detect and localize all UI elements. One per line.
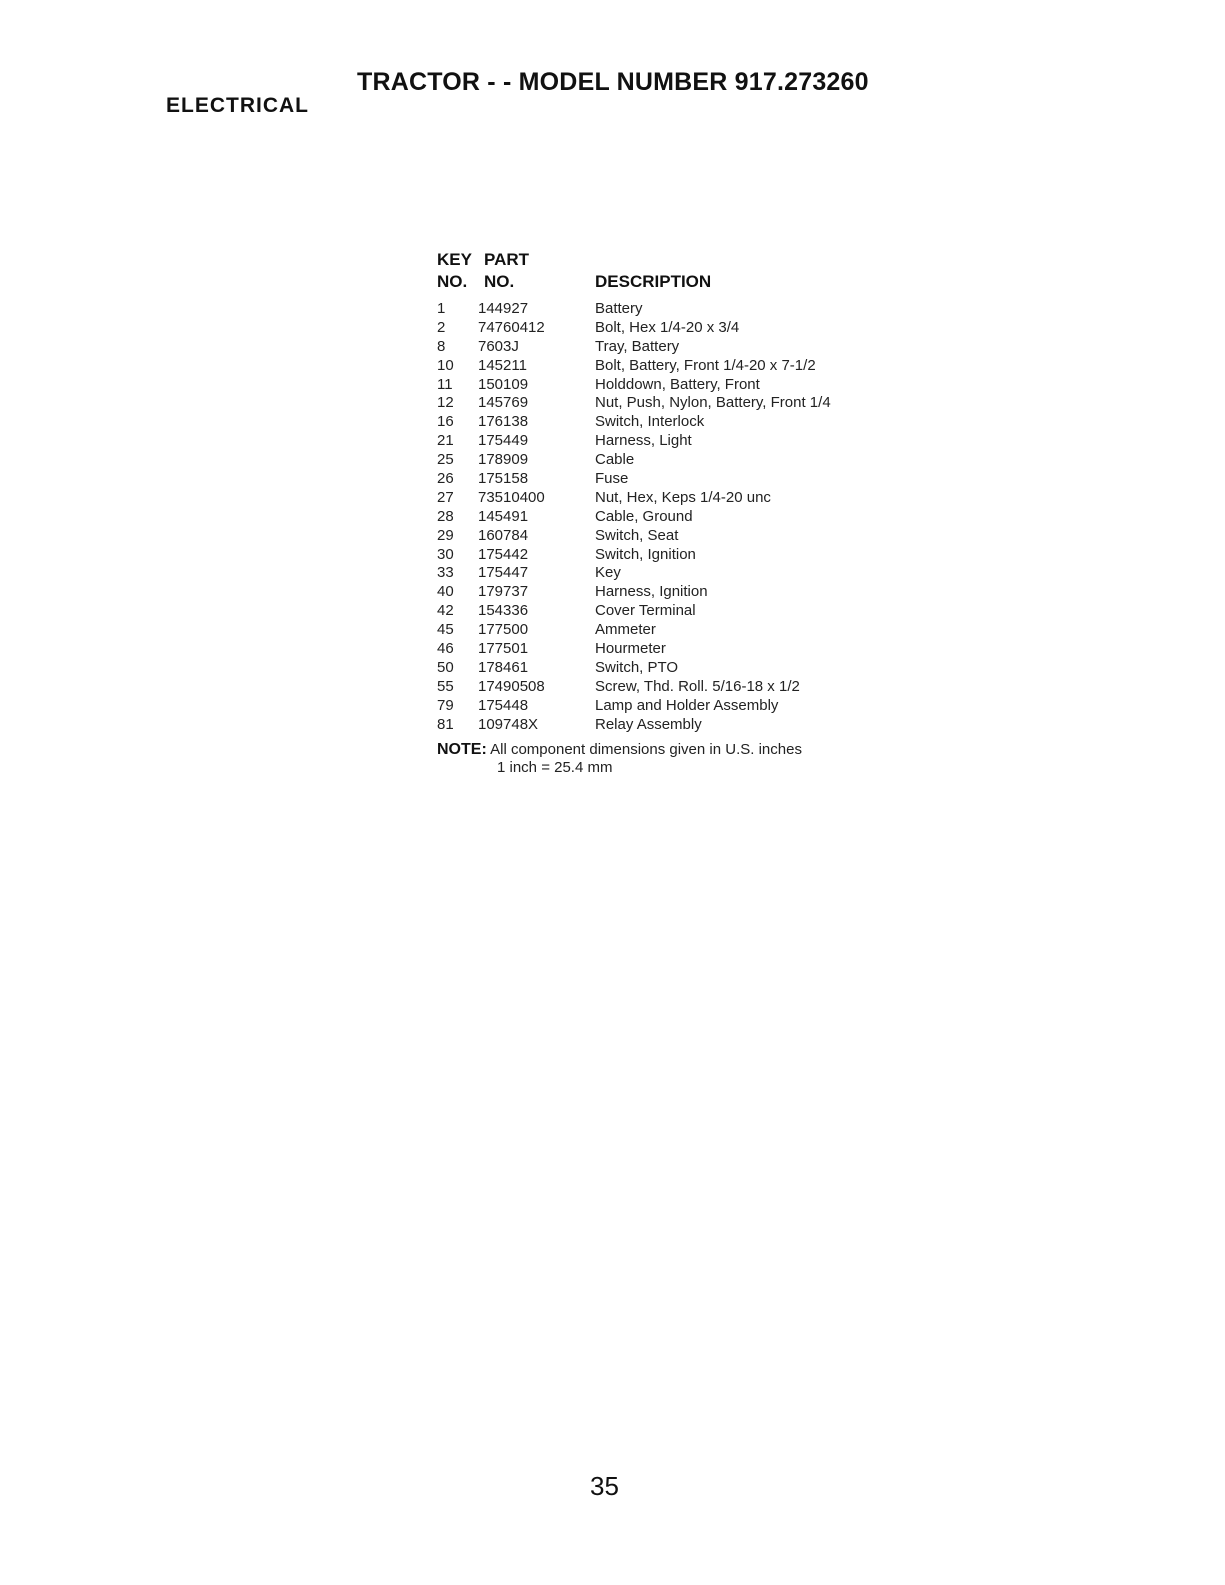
part-number: 175447 [478, 564, 529, 582]
part-description: Switch, PTO [595, 658, 679, 676]
part-description: Key [595, 564, 621, 582]
header-part-line1: PART [484, 250, 530, 269]
table-row [437, 526, 907, 545]
header-part-line2: NO. [484, 272, 515, 291]
part-number: 150109 [478, 375, 529, 393]
part-number: 145211 [478, 356, 527, 374]
key-number: 79 [437, 696, 454, 714]
key-number: 27 [437, 488, 454, 506]
table-row [437, 488, 907, 507]
part-description: Battery [595, 300, 643, 317]
part-description: Bolt, Hex 1/4-20 x 3/4 [595, 318, 740, 336]
table-row [437, 601, 907, 620]
table-row [437, 337, 907, 356]
key-number: 1 [437, 300, 446, 317]
part-description: Harness, Light [595, 432, 692, 450]
key-number: 42 [437, 602, 454, 620]
key-number: 40 [437, 583, 454, 601]
part-description: Switch, Ignition [595, 545, 696, 563]
table-row [437, 450, 907, 469]
table-row [437, 431, 907, 450]
part-number: 175449 [478, 432, 529, 450]
part-number: 73510400 [478, 488, 545, 506]
table-row [437, 715, 907, 734]
table-row [437, 696, 907, 715]
part-number: 154336 [478, 602, 529, 620]
part-number: 177501 [478, 640, 529, 658]
part-description: Hourmeter [595, 640, 666, 658]
note-line-2: 1 inch = 25.4 mm [497, 759, 613, 777]
parts-table [437, 250, 907, 777]
part-description: Cable, Ground [595, 507, 693, 525]
key-number: 55 [437, 677, 454, 695]
part-number: 175442 [478, 545, 529, 563]
part-number: 175448 [478, 696, 529, 714]
key-number: 10 [437, 356, 454, 374]
table-row [437, 375, 907, 394]
part-number: 177500 [478, 621, 529, 639]
part-number: 178461 [478, 658, 529, 676]
part-number: 145491 [478, 507, 529, 525]
table-row [437, 318, 907, 337]
part-description: Fuse [595, 470, 629, 488]
table-row [437, 469, 907, 488]
part-description: Screw, Thd. Roll. 5/16-18 x 1/2 [595, 677, 800, 695]
table-row [437, 545, 907, 564]
table-row [437, 582, 907, 601]
key-number: 30 [437, 545, 454, 563]
key-number: 25 [437, 451, 454, 469]
page-number: 35 [590, 1471, 619, 1501]
key-number: 12 [437, 394, 454, 412]
part-number: 179737 [478, 583, 529, 601]
part-number: 176138 [478, 413, 529, 431]
table-row [437, 507, 907, 526]
part-number: 144927 [478, 300, 529, 317]
table-row [437, 299, 907, 318]
part-description: Switch, Seat [595, 526, 679, 544]
part-description: Ammeter [595, 621, 656, 639]
key-number: 81 [437, 715, 454, 733]
note-line-1 [437, 741, 907, 759]
table-row [437, 356, 907, 375]
note-text: All component dimensions given in U.S. inches [490, 741, 802, 759]
key-number: 46 [437, 640, 454, 658]
table-rows [437, 299, 907, 733]
part-number: 109748X [478, 715, 539, 733]
part-number: 175158 [478, 470, 529, 488]
part-description: Nut, Push, Nylon, Battery, Front 1/4 [595, 394, 831, 412]
note-label: NOTE: [437, 741, 487, 759]
table-row [437, 639, 907, 658]
header-description: DESCRIPTION [595, 272, 712, 291]
key-number: 33 [437, 564, 454, 582]
key-number: 28 [437, 507, 454, 525]
table-row [437, 412, 907, 431]
key-number: 16 [437, 413, 454, 431]
table-row [437, 393, 907, 412]
key-number: 21 [437, 432, 454, 450]
table-row [437, 658, 907, 677]
part-description: Bolt, Battery, Front 1/4-20 x 7-1/2 [595, 356, 816, 374]
part-description: Holddown, Battery, Front [595, 375, 760, 393]
key-number: 45 [437, 621, 454, 639]
part-number: 178909 [478, 451, 529, 469]
key-number: 11 [437, 375, 453, 393]
part-number: 145769 [478, 394, 529, 412]
part-description: Tray, Battery [595, 337, 680, 355]
header-key-line1: KEY [437, 250, 472, 269]
part-description: Relay Assembly [595, 715, 702, 733]
part-description: Cable [595, 451, 635, 469]
key-number: 29 [437, 526, 454, 544]
part-number: 160784 [478, 526, 529, 544]
part-description: Switch, Interlock [595, 413, 705, 431]
document-title: TRACTOR - - MODEL NUMBER 917.273260 [357, 68, 869, 96]
table-row [437, 620, 907, 639]
table-row [437, 563, 907, 582]
part-description: Harness, Ignition [595, 583, 708, 601]
part-description: Nut, Hex, Keps 1/4-20 unc [595, 488, 771, 506]
key-number: 26 [437, 470, 454, 488]
header-key-line2: NO. [437, 272, 468, 291]
key-number: 2 [437, 318, 446, 336]
part-number: 74760412 [478, 318, 545, 336]
section-heading: ELECTRICAL [166, 94, 309, 117]
key-number: 50 [437, 658, 454, 676]
part-number: 17490508 [478, 677, 545, 695]
note [437, 741, 907, 777]
key-number: 8 [437, 337, 446, 355]
table-row [437, 677, 907, 696]
table-header [437, 250, 907, 292]
part-number: 7603J [478, 337, 519, 355]
part-description: Lamp and Holder Assembly [595, 696, 779, 714]
part-description: Cover Terminal [595, 602, 696, 620]
